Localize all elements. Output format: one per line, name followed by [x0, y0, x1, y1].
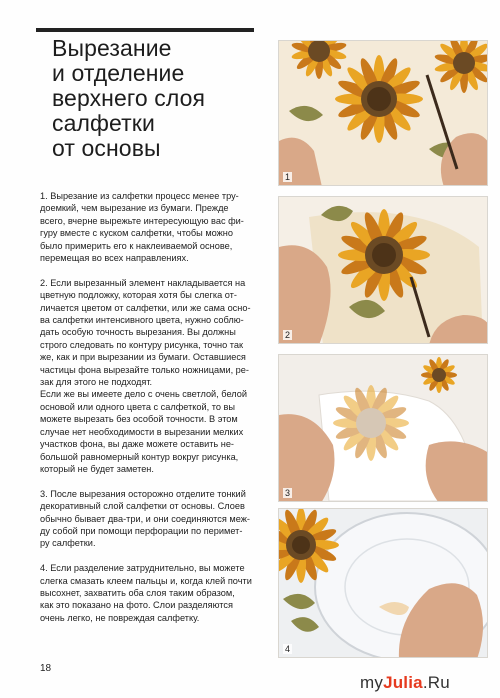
photo-1-illustration: [279, 41, 488, 186]
step-3-paragraph: 3. После вырезания осторожно отделите тонкий декоративный слой салфетки от основы. Слоев обычно бывает два-три, и они соединяются меж- ду собой при помощи перфорации по перимет- ру салфетки.: [40, 488, 250, 549]
sunflower-large-icon: [338, 209, 430, 301]
page-number: 18: [40, 663, 52, 674]
watermark-accent: Julia: [383, 673, 423, 692]
photo-number: 2: [285, 330, 291, 340]
title-line: салфетки: [52, 110, 155, 136]
photo-3: [278, 354, 488, 502]
title-line: Вырезание: [52, 35, 172, 61]
title-line: верхнего слоя: [52, 85, 206, 111]
photo-number: 4: [285, 644, 291, 654]
photo-number: 3: [285, 488, 291, 498]
watermark-suffix: .Ru: [422, 673, 450, 692]
photo-2: [278, 196, 488, 344]
title-rule: [36, 28, 254, 32]
step-1-paragraph: 1. Вырезание из салфетки процесс менее тру- доемкий, чем вырезание из бумаги. Прежде всего, вчерне вырежьте интересующую вас фи- гуру вместе с куском салфетки, чтобы можно было примерить его к наклеиваемой основе, перемещая во всех направлениях.: [40, 191, 244, 264]
photo-number: 1: [285, 172, 291, 182]
sunflower-large-icon: [335, 55, 423, 143]
photo-1: [278, 40, 488, 186]
sunflower-faded-icon: [333, 385, 409, 461]
page-title: [52, 36, 262, 161]
photo-2-illustration: [279, 197, 488, 344]
photo-3-illustration: [279, 355, 488, 502]
photo-4: [278, 508, 488, 658]
title-line: и отделение: [52, 60, 185, 86]
title-line: от основы: [52, 135, 161, 161]
hand-right-icon: [426, 441, 488, 502]
step-4-paragraph: 4. Если разделение затруднительно, вы можете слегка смазать клеем пальцы и, когда клей почти высохнет, захватить оба слоя таким образом, как это показано на фото. Слои разделяются очень легко, не повреждая салфетку.: [40, 563, 252, 623]
photo-4-illustration: [279, 509, 488, 658]
step-2-paragraph: 2. Если вырезанный элемент накладывается на цветную подложку, которая хотя бы слегка от- личается цветом от салфетки, или же сама осно- ва салфетки интенсивного цвета, нужно соблю- дать особую точность вырезания. Вы должны строго следовать по контуру рисунка, точно так же, как и при вырезании из бумаги. Оставшиеся частицы фона вырезайте только ножницами, ре- зак для этого не подходят. Если же вы имеете дело с очень светлой, белой основой или одного цвета с салфеткой, то вы можете вырезать без особой точности. В этом случае нет необходимости в вырезании мелких участков фона, вы даже можете оставить не- большой равномерный контур вокруг рисунка, который не будет заметен.: [40, 277, 251, 474]
instructions-text: [40, 190, 272, 637]
site-watermark: [360, 673, 450, 693]
watermark-prefix: my: [360, 673, 384, 692]
